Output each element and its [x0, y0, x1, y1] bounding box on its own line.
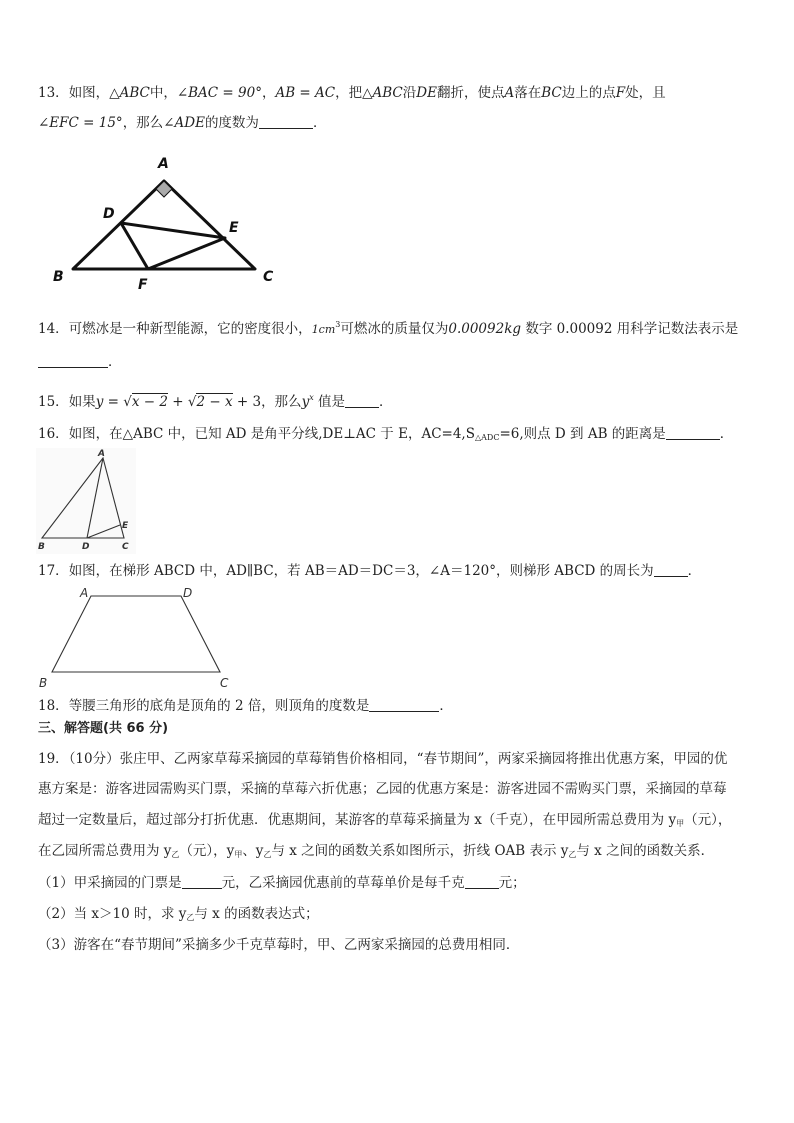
- q14-unit: 1cm: [311, 323, 336, 336]
- q19-subscript: 甲: [676, 819, 685, 828]
- q19-part3: [38, 936, 519, 954]
- q13-text: ，把: [335, 85, 363, 101]
- q19-text: 、y: [242, 843, 264, 859]
- section-title: 三、解答题(共 66 分): [38, 721, 169, 736]
- q13-number: 13．: [38, 85, 69, 101]
- q13-text: ．: [312, 115, 327, 131]
- q18-text: ．: [439, 698, 453, 714]
- q19-text: （元），: [684, 812, 732, 828]
- q19-line1: [38, 750, 727, 768]
- triangle-dfe: [121, 223, 225, 269]
- q14-line2: [38, 353, 122, 371]
- q19-text: 超过一定数量后，超过部分打折优惠．优惠期间，某游客的草莓采摘量为 x（千克），在甲园所需总费用为 y: [38, 812, 677, 828]
- q13-math: AB = AC: [275, 85, 336, 101]
- q17-number: 17．: [38, 563, 69, 579]
- q15-text: ．: [379, 394, 393, 410]
- q15-text: 如果: [68, 394, 96, 410]
- q16-text: 如图，在△ABC 中，已知 AD 是角平分线,DE⊥AC 于 E，AC=4,S: [68, 426, 475, 442]
- q16-text: =6,则点 D 到 AB 的距离是: [499, 426, 666, 442]
- q15-math: y: [95, 394, 104, 410]
- q13-text: 的度数为: [204, 115, 259, 131]
- q14-number: 14．: [38, 321, 69, 337]
- q19-text: （2）当 x＞10 时，求 y: [38, 906, 187, 922]
- q13-answer-blank: [259, 114, 313, 129]
- label-C: C: [263, 269, 274, 285]
- label-C: C: [122, 542, 129, 552]
- q16-text: ．: [719, 426, 734, 442]
- q19-text: 元；: [498, 875, 526, 891]
- right-angle-mark: [156, 181, 172, 197]
- label-D: D: [82, 542, 90, 552]
- q19-blank-ticket: [182, 874, 222, 889]
- q19-line3: [38, 811, 731, 833]
- q14-text: 可燃冰的质量仅为: [340, 321, 449, 337]
- q13-math: △ABC: [362, 85, 403, 101]
- trapezoid-abcd: [52, 596, 220, 672]
- label-F: F: [138, 277, 148, 293]
- q13-line1: [38, 84, 666, 102]
- label-E: E: [229, 220, 239, 236]
- q13-math: BC: [541, 85, 562, 101]
- q13-math: DE: [416, 85, 437, 101]
- label-A: A: [158, 156, 169, 172]
- label-D: D: [183, 586, 193, 600]
- q13-text: 边上的点: [561, 85, 616, 101]
- q15-math: + 3: [232, 394, 262, 410]
- q17-line: [38, 562, 701, 580]
- q19-part1: [38, 874, 526, 892]
- q19-number: 19．: [38, 751, 69, 767]
- q13-text: 沿: [402, 85, 417, 101]
- label-B: B: [39, 676, 48, 690]
- q13-text: 处，且: [625, 85, 666, 101]
- q14-line1: [38, 316, 738, 339]
- label-E: E: [122, 521, 129, 531]
- q16-answer-blank: [666, 425, 720, 440]
- q18-line: [38, 697, 453, 715]
- q14-text: 数字 0.00092 用科学记数法表示是: [521, 321, 739, 337]
- q19-blank-price: [465, 874, 499, 889]
- q15-text: ，那么: [261, 394, 302, 410]
- q19-line2: [38, 780, 727, 798]
- q13-figure: [48, 150, 288, 295]
- q14-text: 可燃冰是一种新型能源，它的密度很小，: [68, 321, 312, 337]
- q19-subscript: 乙: [186, 913, 195, 922]
- q15-radicand: x − 2: [131, 394, 168, 410]
- label-D: D: [103, 206, 115, 222]
- q16-subscript: △ADC: [474, 433, 500, 442]
- q19-text: （1）甲采摘园的门票是: [38, 875, 182, 891]
- q15-math: y: [301, 394, 310, 410]
- q17-text: 如图，在梯形 ABCD 中，AD∥BC，若 AB＝AD＝DC＝3，∠A＝120°，则梯形 ABCD 的周长为: [68, 563, 654, 579]
- q13-math: ∠EFC = 15°: [38, 115, 123, 131]
- q19-text: 与 x 之间的函数关系．: [576, 843, 715, 859]
- q13-text: 如图，: [68, 85, 110, 101]
- label-A: A: [80, 586, 89, 600]
- q15-radical: √2 − x: [187, 394, 233, 410]
- q13-text: ，那么: [122, 115, 164, 131]
- q17-text: ．: [687, 563, 702, 579]
- q19-text: 与 x 的函数表达式；: [194, 906, 319, 922]
- q19-part2: [38, 905, 319, 927]
- q19-text: 元，乙采摘园优惠前的草莓单价是每千克: [221, 875, 465, 891]
- q19-subscript: 乙: [171, 850, 180, 859]
- q16-line: [38, 425, 733, 447]
- q13-math: A: [504, 85, 515, 101]
- q14-unit-exp: 3: [335, 320, 341, 329]
- q14-mass: 0.00092kg: [448, 321, 522, 337]
- q19-text: （元），y: [179, 843, 235, 859]
- q16-figure: [36, 448, 136, 554]
- q16-number: 16．: [38, 426, 69, 442]
- q13-math: ∠BAC = 90°: [176, 85, 262, 101]
- q14-answer-blank: [38, 353, 108, 368]
- q19-text: 与 x 之间的函数关系如图所示，折线 OAB 表示 y: [271, 843, 569, 859]
- q15-answer-blank: [345, 393, 379, 408]
- q13-text: 中，: [149, 85, 177, 101]
- q15-line: [38, 389, 393, 411]
- q13-text: 翻折，使点: [436, 85, 505, 101]
- q13-text: 落在: [514, 85, 542, 101]
- q13-math: ∠ADE: [163, 115, 205, 131]
- q19-text: （3）游客在“春节期间”采摘多少千克草莓时，甲、乙两家采摘园的总费用相同．: [38, 937, 520, 953]
- q18-answer-blank: [369, 697, 439, 712]
- q15-number: 15．: [38, 394, 69, 410]
- label-C: C: [220, 676, 229, 690]
- q19-text: （10分）张庄甲、乙两家草莓采摘园的草莓销售价格相同，“春节期间”，两家采摘园将推出优惠方案，甲园的优: [68, 751, 728, 767]
- q15-radical: √x − 2: [123, 394, 168, 410]
- q15-radicand: 2 − x: [196, 394, 233, 410]
- q14-text: ．: [108, 354, 122, 370]
- label-B: B: [53, 269, 64, 285]
- q19-subscript: 乙: [263, 850, 272, 859]
- q18-text: 等腰三角形的底角是顶角的 2 倍，则顶角的度数是: [68, 698, 370, 714]
- q17-figure: [36, 583, 236, 693]
- q19-subscript: 乙: [568, 850, 577, 859]
- q15-text: 值是: [313, 394, 346, 410]
- q19-text: 在乙园所需总费用为 y: [38, 843, 172, 859]
- q15-math: x: [309, 393, 314, 402]
- q13-line2: [38, 114, 326, 132]
- q15-math: +: [167, 394, 188, 410]
- q13-math: △ABC: [109, 85, 150, 101]
- q13-text: ，: [261, 85, 276, 101]
- q17-answer-blank: [654, 562, 688, 577]
- label-B: B: [38, 542, 45, 552]
- q19-subscript: 甲: [234, 850, 243, 859]
- q13-math: F: [615, 85, 626, 101]
- q15-math: =: [103, 394, 124, 410]
- q19-line4: [38, 842, 714, 864]
- label-A: A: [98, 449, 105, 459]
- q19-text: 惠方案是：游客进园需购买门票，采摘的草莓六折优惠；乙园的优惠方案是：游客进园不需购买门票，采摘园的草莓: [38, 781, 727, 797]
- q18-number: 18．: [38, 698, 69, 714]
